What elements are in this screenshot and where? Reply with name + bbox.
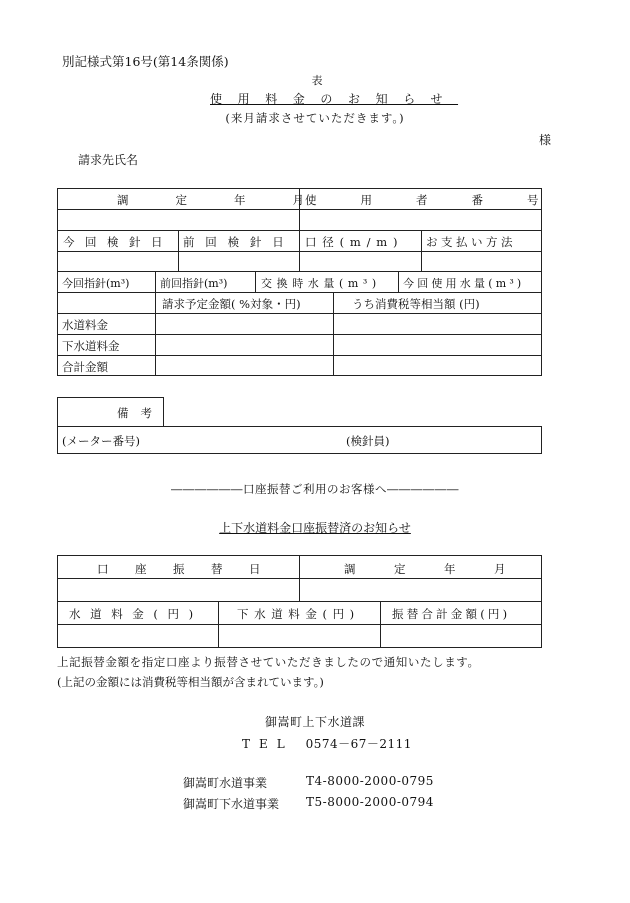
front-side-label: 表 xyxy=(311,74,323,87)
water-business-registration-number: T4-8000-2000-0795 xyxy=(306,774,434,788)
header-previous-meter-reading: 前回指針(m³) xyxy=(160,277,228,290)
recipient-name-label: 請求先氏名 xyxy=(78,153,139,167)
header-water-fee-yen: 水道料金(円) xyxy=(69,607,203,621)
page-subtitle: (来月請求させていただきます。) xyxy=(225,111,405,125)
header-planned-billing-amount: 請求予定金額( %対象・円) xyxy=(162,297,301,311)
water-business-name: 御嵩町水道事業 xyxy=(183,776,268,790)
header-sewer-fee-yen: 下水道料金(円) xyxy=(237,607,360,621)
header-transfer-date: 口座振替日 xyxy=(97,562,287,576)
sewer-business-registration-number: T5-8000-2000-0794 xyxy=(306,795,434,809)
account-transfer-divider: ――――――口座振替ご利用のお客様へ―――――― xyxy=(171,482,459,496)
tax-included-note: (上記の金額には消費税等相当額が含まれています。) xyxy=(57,675,324,689)
header-billing-month: 調定年月 xyxy=(117,193,351,207)
remarks-tab-label: 備考 xyxy=(117,406,164,420)
header-current-meter-reading: 今回指針(m³) xyxy=(62,277,130,290)
header-user-number: 使用者番号 xyxy=(305,193,583,207)
transfer-notice-title: 上下水道料金口座振替済のお知らせ xyxy=(219,521,411,535)
sewer-business-name: 御嵩町下水道事業 xyxy=(183,797,280,811)
header-current-usage-volume: 今回使用水量(m³) xyxy=(403,277,525,290)
row-label-sewer-fee: 下水道料金 xyxy=(62,339,120,353)
page-title: 使用料金のお知らせ xyxy=(210,92,459,106)
header-transfer-total-yen: 振替合計金額(円) xyxy=(392,607,511,621)
transfer-notice-text: 上記振替金額を指定口座より振替させていただきましたので通知いたします。 xyxy=(57,655,480,669)
meter-reader-label: (検針員) xyxy=(346,434,390,448)
form-number-label: 別記様式第16号(第14条関係) xyxy=(62,54,229,69)
honorific-sama: 様 xyxy=(539,133,552,147)
header-pipe-diameter: 口径(m/m) xyxy=(305,235,404,249)
phone-number: 0574－67－2111 xyxy=(305,737,412,751)
header-exchange-volume: 交換時水量(m³) xyxy=(261,277,381,290)
header-consumption-tax: うち消費税等相当額 (円) xyxy=(352,297,480,311)
meter-number-label: (メーター番号) xyxy=(62,434,140,448)
header-transfer-billing-month: 調定年月 xyxy=(344,562,544,576)
phone-line xyxy=(242,735,412,752)
office-name: 御嵩町上下水道課 xyxy=(264,715,365,729)
header-previous-reading-date: 前回検針日 xyxy=(183,235,295,249)
row-label-total-amount: 合計金額 xyxy=(62,360,108,374)
header-payment-method: お支払い方法 xyxy=(426,235,516,249)
row-label-water-fee: 水道料金 xyxy=(62,318,108,332)
header-current-reading-date: 今回検針日 xyxy=(63,235,173,249)
phone-label: TEL xyxy=(242,737,294,751)
